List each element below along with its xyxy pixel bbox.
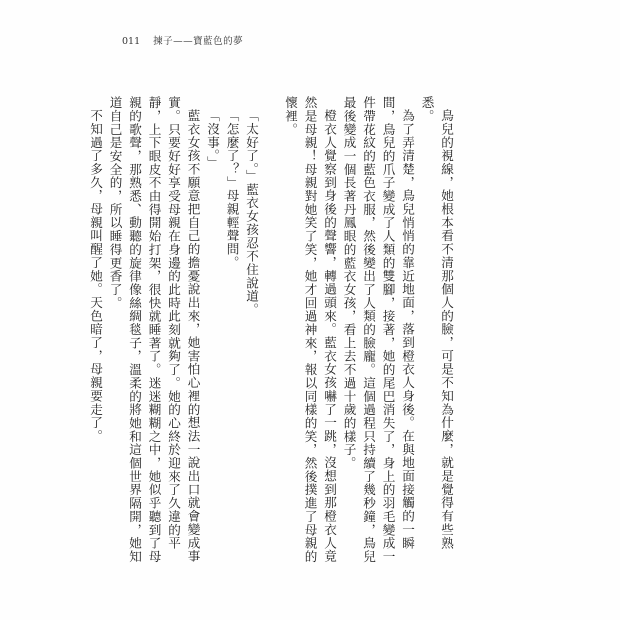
dialogue-line: 「怎麼了？」母親輕聲問。 xyxy=(224,108,240,269)
vertical-body-text xyxy=(86,96,457,566)
paragraph: 不知過了多久，母親叫醒了她。天色暗了，母親要走了。 xyxy=(88,108,103,443)
paragraph: 藍衣女孩不願意把自己的擔憂說出來，她害怕心裡的想法一說出口就會變成事實。只要好好享受母親在身邊的此時此刻就夠了。她的心終於迎來了久違的平靜，上下眼皮不由得開始打架，很快就睡著了。迷迷糊糊之中，她似乎聽到了母親的歌聲，那熟悉、動聽的旋律像絲綢毯子，溫柔的將她和這個世界隔開，她知道自己是安全的，所以睡得更香了。 xyxy=(107,96,201,564)
running-header xyxy=(122,33,243,47)
running-title: 揀子——寶藍色的夢 xyxy=(153,36,244,47)
paragraph-spacer xyxy=(261,96,281,566)
dialogue-line: 「沒事。」 xyxy=(205,108,220,170)
dialogue-line: 「太好了。」藍衣女孩忍不住說道。 xyxy=(244,108,259,316)
paragraph: 為了弄清楚，鳥兒悄悄的靠近地面，落到橙衣人身後。在與地面接觸的一瞬間，鳥兒的爪子變成了人類的雙腳，接著，她的尾巴消失了，身上的羽毛變成一件帶花紋的藍色衣服，然後變出了人類的臉龐。這個過程只持續了幾秒鐘，鳥兒最後變成一個長著丹鳳眼的藍衣女孩，看上去不過十歲的樣子。 xyxy=(341,96,415,564)
paragraph: 鳥兒的視線，她根本看不清那個人的臉，可是不知為什麼，就是覺得有些熟悉。 xyxy=(419,96,454,550)
page-number: 011 xyxy=(122,36,141,47)
paragraph: 橙衣人覺察到身後的聲響，轉過頭來。藍衣女孩嚇了一跳，沒想到那橙衣人竟然是母親！母親對她笑了笑，她才回過神來，報以同樣的笑，然後撲進了母親的懷裡。 xyxy=(283,96,337,564)
